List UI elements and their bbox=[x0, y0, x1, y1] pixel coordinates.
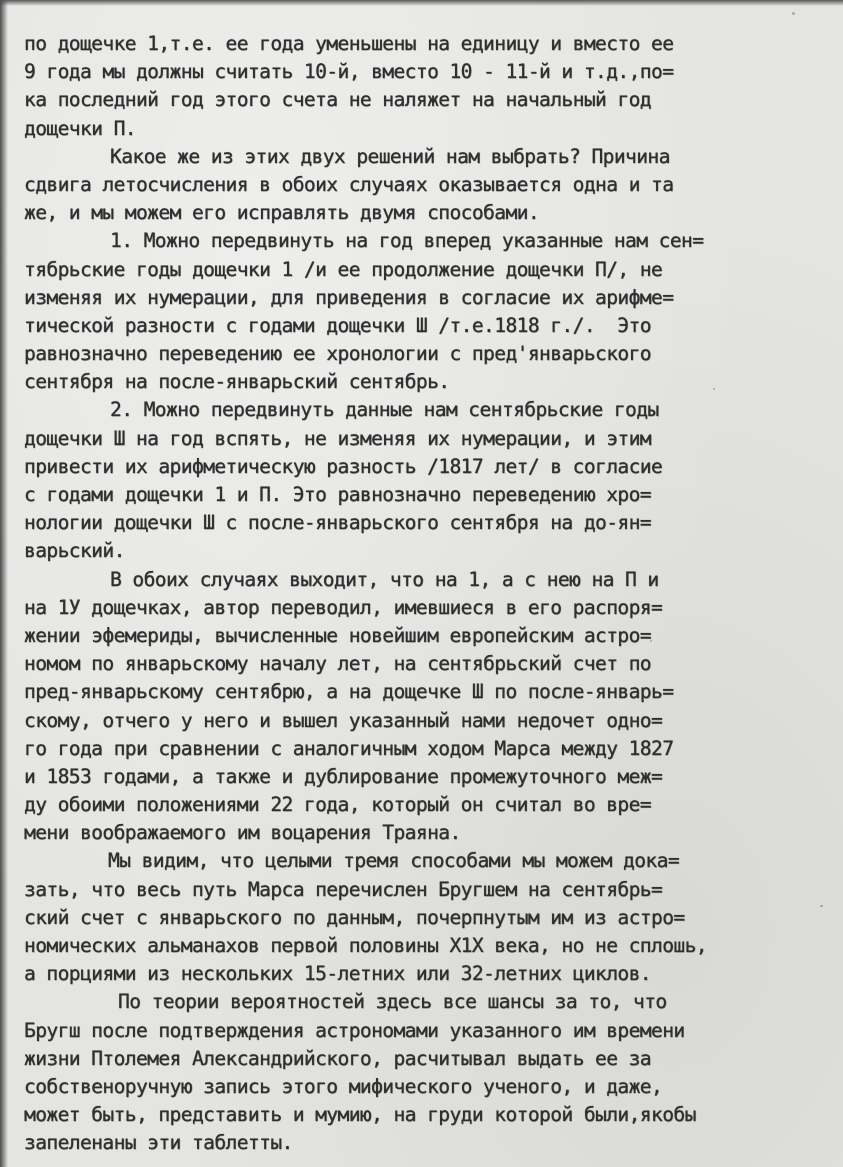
text-line: тябрьские годы дощечки 1 /и ее продолжение дощечки П/, не bbox=[24, 257, 663, 281]
scan-speck bbox=[713, 388, 715, 390]
typed-text-body bbox=[24, 30, 824, 1158]
text-line: и 1853 годами, а также и дублирование промежуточного меж= bbox=[24, 764, 663, 788]
text-line: мени воображаемого им воцарения Траяна. bbox=[24, 821, 461, 845]
text-line: запеленаны эти таблетты. bbox=[24, 1131, 293, 1155]
text-line: дощечки П. bbox=[24, 116, 136, 140]
text-line: 9 года мы должны считать 10-й, вместо 10 - 11-й и т.д.,по= bbox=[24, 60, 674, 84]
text-line: варьский. bbox=[24, 539, 125, 563]
text-line: по дощечке 1,т.е. ее года уменьшены на единицу и вместо ее bbox=[24, 32, 674, 55]
text-line: пред-январьскому сентябрю, а на дощечке Ш по после-январь= bbox=[24, 680, 674, 704]
text-line: ду обоими положениями 22 года, который он считал во вре= bbox=[24, 793, 652, 817]
text-line: дощечки Ш на год вспять, не изменяя их нумерации, и этим bbox=[24, 426, 652, 450]
text-line: тической разности с годами дощечки Ш /т.е.1818 г./. Это bbox=[24, 313, 652, 337]
text-line: с годами дощечки 1 и П. Это равнозначно переведению хро= bbox=[24, 483, 652, 506]
text-line: номических альманахов первой половины Х1Х века, но не сплошь, bbox=[24, 934, 707, 957]
text-line: жизни Птолемея Александрийского, расчитывал выдать ее за bbox=[24, 1046, 652, 1070]
scan-speck bbox=[792, 12, 795, 15]
scan-top-edge-shadow bbox=[0, 0, 843, 6]
paragraph-start-line: В обоих случаях выходит, что на 1, а с нею на П и bbox=[110, 567, 659, 591]
scan-speck bbox=[650, 640, 652, 642]
text-line: нологии дощечки Ш с после-январьского сентября на до-ян= bbox=[24, 511, 652, 535]
text-line: ка последний год этого счета не наляжет на начальный год bbox=[24, 88, 652, 112]
paragraph-start-line: Мы видим, что целыми тремя способами мы можем дока= bbox=[108, 849, 680, 873]
text-line: на 1У дощечках, автор переводил, имевшиеся в его распоря= bbox=[24, 595, 663, 619]
scan-speck bbox=[820, 905, 823, 907]
text-line: равнозначно переведению ее хронологии с пред'январьского bbox=[24, 342, 652, 366]
text-line: изменяя их нумерации, для приведения в согласие их арифме= bbox=[24, 285, 674, 309]
text-line: го года при сравнении с аналогичным ходом Марса между 1827 bbox=[24, 736, 674, 760]
text-line: скому, отчего у него и вышел указанный нами недочет одно= bbox=[24, 708, 663, 732]
text-line: же, и мы можем его исправлять двумя способами. bbox=[24, 201, 540, 225]
text-line: сдвига летосчисления в обоих случаях оказывается одна и та bbox=[24, 172, 674, 196]
text-line: ский счет с январьского по данным, почерпнутым им из астро= bbox=[24, 905, 685, 929]
paragraph-start-line: 1. Можно передвинуть на год вперед указанные нам сен= bbox=[110, 229, 704, 253]
paragraph-start-line: Какое же из этих двух решений нам выбрать? Причина bbox=[110, 144, 670, 168]
text-line: жении эфемериды, вычисленные новейшим европейским астро= bbox=[24, 623, 652, 647]
text-line: номом по январьскому началу лет, на сентябрьский счет по bbox=[24, 652, 652, 676]
text-line: Бругш после подтверждения астрономами указанного им времени bbox=[24, 1018, 685, 1042]
text-line: зать, что весь путь Марса перечислен Бругшем на сентябрь= bbox=[24, 877, 663, 901]
paragraph-start-line: 2. Можно передвинуть данные нам сентябрьские годы bbox=[110, 398, 659, 422]
text-line: привести их арифметическую разность /1817 лет/ в согласие bbox=[24, 454, 663, 478]
text-line: может быть, представить и мумию, на груди которой были,якобы bbox=[24, 1103, 696, 1127]
scan-left-edge-shadow bbox=[0, 0, 8, 1167]
paragraph-start-line: По теории вероятностей здесь все шансы за то, что bbox=[118, 990, 667, 1014]
text-line: сентября на после-январьский сентябрь. bbox=[24, 370, 450, 394]
text-line: а порциями из нескольких 15-летних или 32-летних циклов. bbox=[24, 962, 652, 986]
text-line: собственоручную запись этого мифического ученого, и даже, bbox=[24, 1074, 663, 1098]
